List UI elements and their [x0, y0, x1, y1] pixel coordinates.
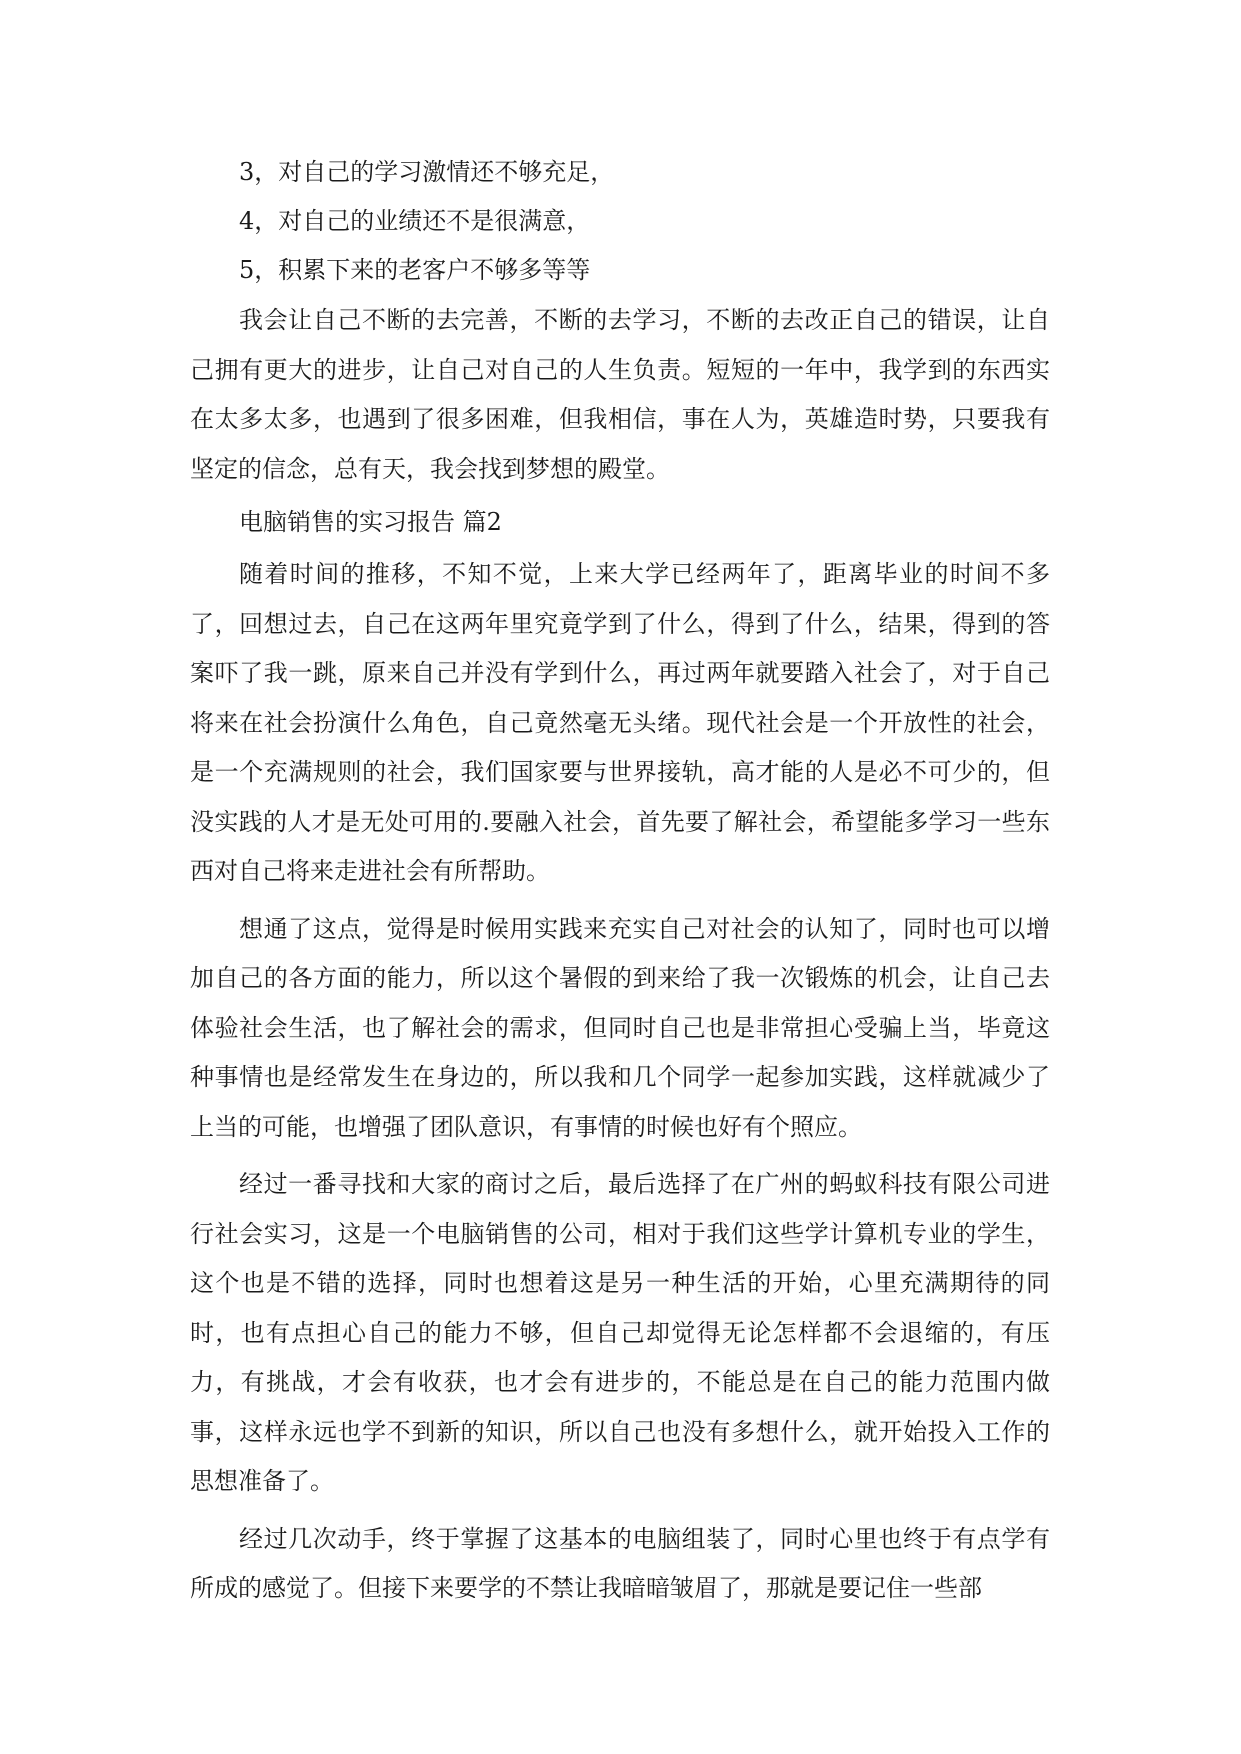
section-heading: 电脑销售的实习报告 篇2 [239, 508, 502, 536]
document-body [190, 156, 1050, 1614]
paragraph: 经过几次动手，终于掌握了这基本的电脑组装了，同时心里也终于有点学有所成的感觉了。但接下来要学的不禁让我暗暗皱眉了，那就是要记住一些部 [190, 1524, 1050, 1602]
paragraph: 想通了这点，觉得是时候用实践来充实自己对社会的认知了，同时也可以增加自己的各方面的能力，所以这个暑假的到来给了我一次锻炼的机会，让自己去体验社会生活，也了解社会的需求，但同时自己也是非常担心受骗上当，毕竟这种事情也是经常发生在身边的，所以我和几个同学一起参加实践，这样就减少了上当的可能，也增强了团队意识，有事情的时候也好有个照应。 [190, 914, 1050, 1141]
paragraph: 经过一番寻找和大家的商讨之后，最后选择了在广州的蚂蚁科技有限公司进行社会实习，这是一个电脑销售的公司，相对于我们这些学计算机专业的学生，这个也是不错的选择，同时也想着这是另一种生活的开始，心里充满期待的同时，也有点担心自己的能力不够，但自己却觉得无论怎样都不会退缩的，有压力，有挑战，才会有收获，也才会有进步的，不能总是在自己的能力范围内做事，这样永远也学不到新的知识，所以自己也没有多想什么，就开始投入工作的思想准备了。 [190, 1170, 1050, 1495]
paragraph: 我会让自己不断的去完善，不断的去学习，不断的去改正自己的错误，让自己拥有更大的进步，让自己对自己的人生负责。短短的一年中，我学到的东西实在太多太多，也遇到了很多困难，但我相信，事在人为，英雄造时势，只要我有坚定的信念，总有天，我会找到梦想的殿堂。 [190, 306, 1050, 483]
list-item: 5，积累下来的老客户不够多等等 [239, 256, 591, 284]
list-item: 3，对自己的学习激情还不够充足， [239, 158, 615, 186]
paragraph: 随着时间的推移，不知不觉，上来大学已经两年了，距离毕业的时间不多了，回想过去，自己在这两年里究竟学到了什么，得到了什么，结果，得到的答案吓了我一跳，原来自己并没有学到什么，再过两年就要踏入社会了，对于自己将来在社会扮演什么角色，自己竟然毫无头绪。现代社会是一个开放性的社会，是一个充满规则的社会，我们国家要与世界接轨，高才能的人是必不可少的，但没实践的人才是无处可用的.要融入社会，首先要了解社会，希望能多学习一些东西对自己将来走进社会有所帮助。 [190, 560, 1050, 885]
list-item: 4，对自己的业绩还不是很满意， [239, 207, 591, 235]
